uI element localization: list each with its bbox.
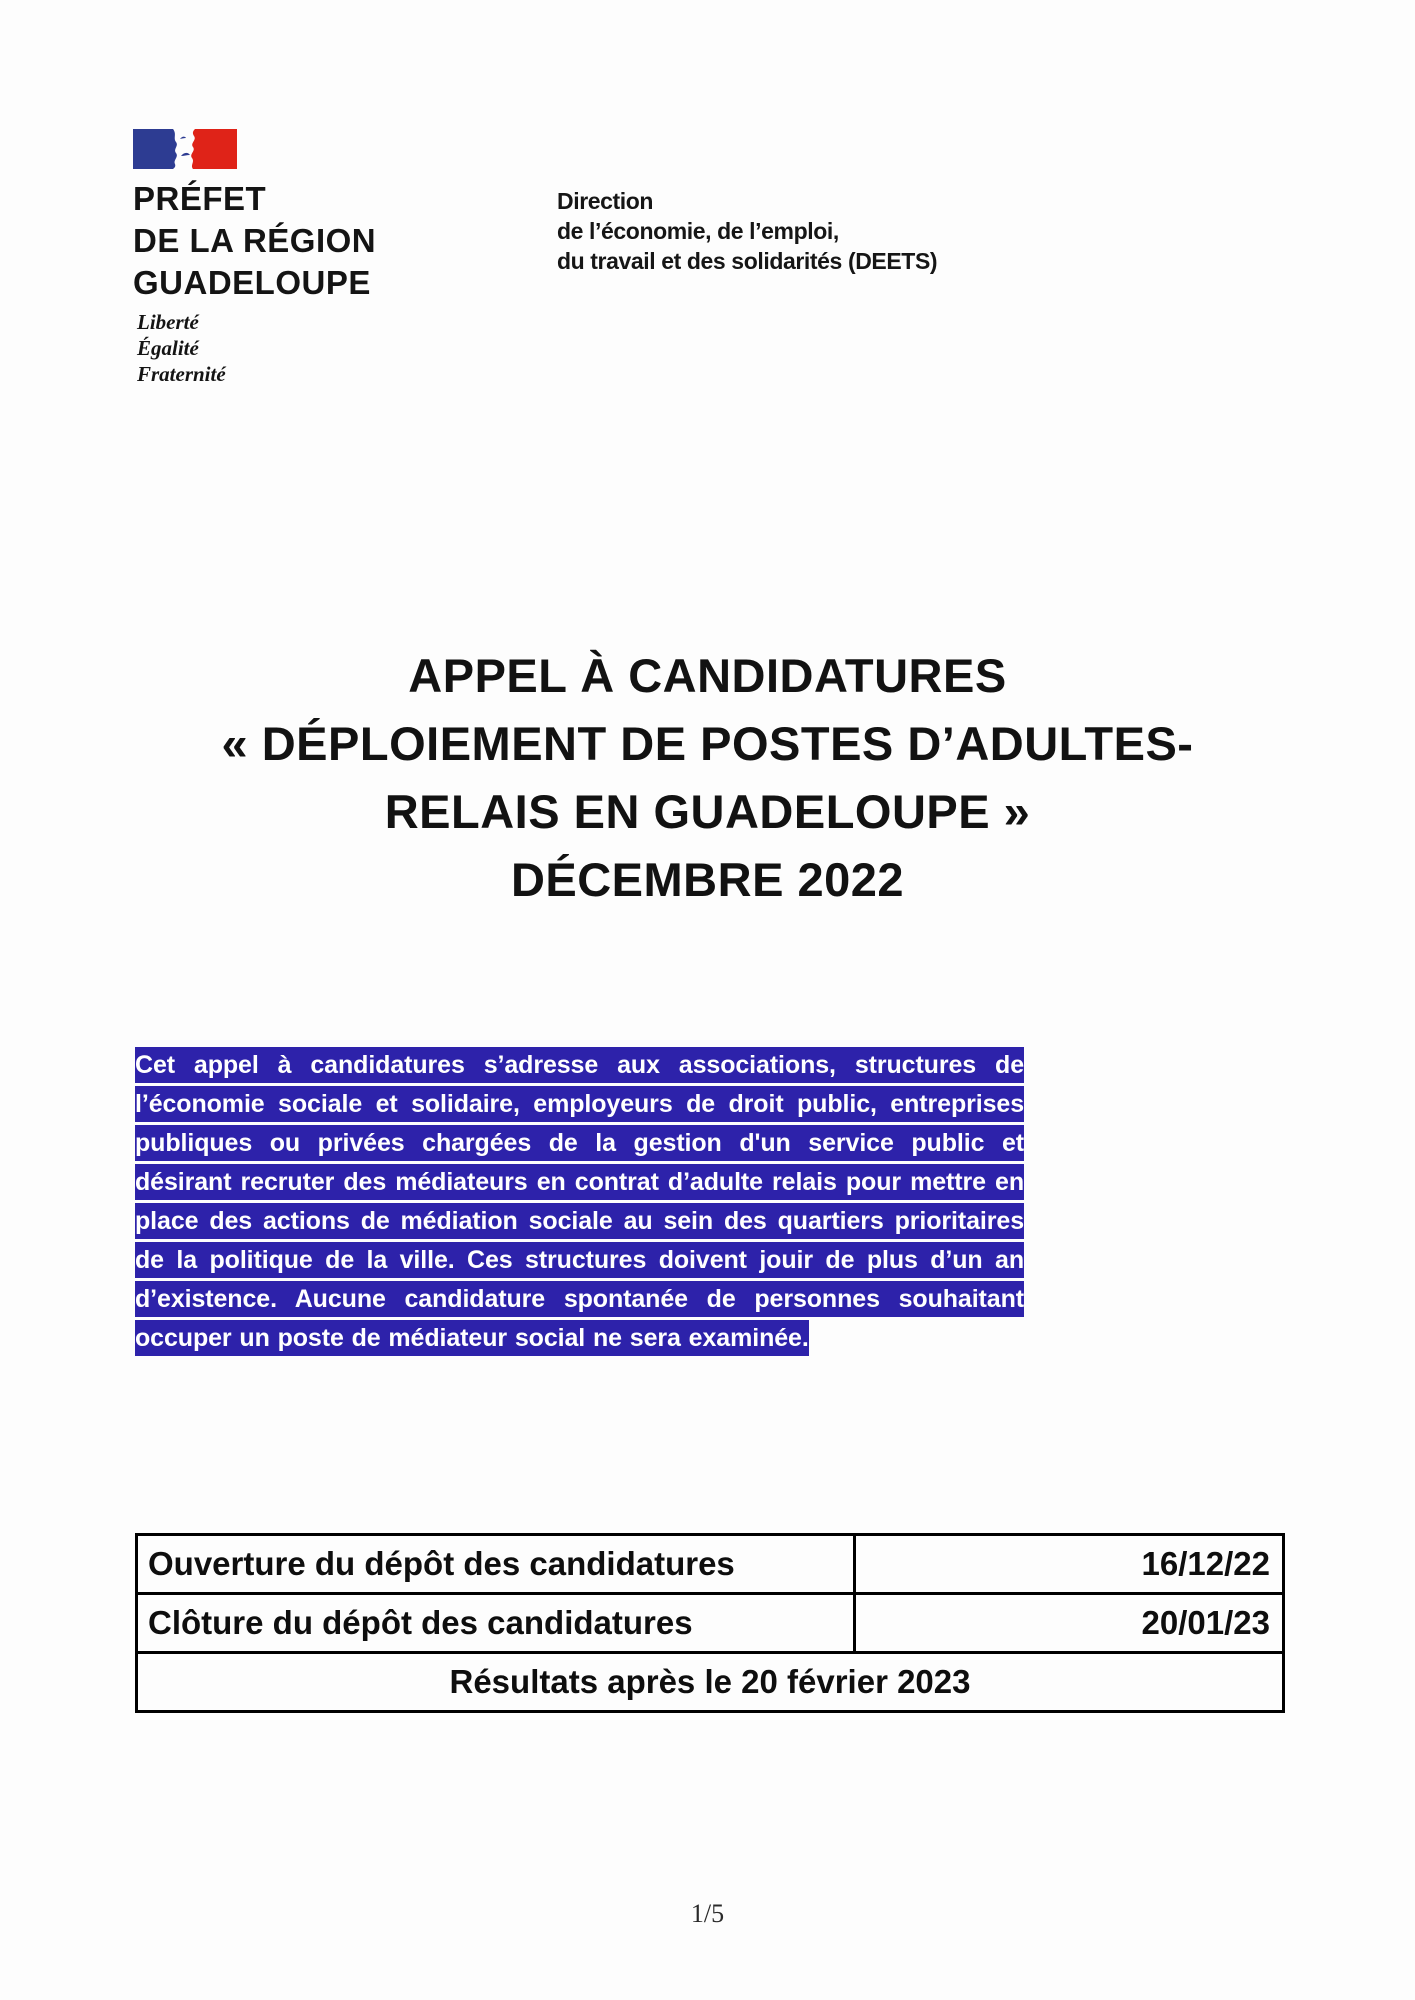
- title-line-2: « DÉPLOIEMENT DE POSTES D’ADULTES-: [221, 717, 1194, 770]
- intro-paragraph: [135, 1046, 1024, 1358]
- schedule-results-note: Résultats après le 20 février 2023: [137, 1653, 1284, 1712]
- schedule-closing-date: 20/01/23: [855, 1594, 1284, 1653]
- schedule-opening-date: 16/12/22: [855, 1535, 1284, 1594]
- table-row: [137, 1594, 1284, 1653]
- title-line-4: DÉCEMBRE 2022: [510, 853, 905, 906]
- motto-fraternite: Fraternité: [137, 362, 226, 386]
- republic-motto: [137, 309, 226, 387]
- page-number: 1/5: [690, 1899, 725, 1928]
- prefecture-line-1: PRÉFET: [133, 180, 267, 217]
- schedule-table: [135, 1533, 1285, 1713]
- title-line-3: RELAIS EN GUADELOUPE »: [384, 785, 1031, 838]
- table-row: [137, 1535, 1284, 1594]
- prefecture-name: [133, 178, 376, 304]
- motto-egalite: Égalité: [137, 336, 199, 360]
- issuing-direction: [557, 186, 937, 276]
- direction-line-1: Direction: [557, 188, 654, 214]
- document-title: [0, 642, 1415, 914]
- table-row: [137, 1653, 1284, 1712]
- direction-line-3: du travail et des solidarités (DEETS): [557, 248, 938, 274]
- direction-line-2: de l’économie, de l’emploi,: [557, 218, 839, 244]
- prefecture-line-2: DE LA RÉGION: [133, 222, 377, 259]
- schedule-opening-label: Ouverture du dépôt des candidatures: [137, 1535, 855, 1594]
- schedule-closing-label: Clôture du dépôt des candidatures: [137, 1594, 855, 1653]
- prefecture-line-3: GUADELOUPE: [133, 264, 371, 301]
- marianne-flag-logo: [133, 129, 237, 169]
- motto-liberte: Liberté: [137, 310, 199, 334]
- intro-highlighted-text: Cet appel à candidatures s’adresse aux associations, structures de l’économie sociale et solidaire, employeurs de droit public, entreprises publiques ou privées chargées de la gestion d'un service public et désirant recruter des médiateurs en contrat d’adulte relais pour mettre en place des actions de médiation sociale au sein des quartiers prioritaires de la politique de la ville. Ces structures doivent jouir de plus d’un an d’existence. Aucune candidature spontanée de personnes souhaitant occuper un poste de médiateur social ne sera examinée.: [135, 1047, 1024, 1356]
- title-line-1: APPEL À CANDIDATURES: [408, 649, 1007, 702]
